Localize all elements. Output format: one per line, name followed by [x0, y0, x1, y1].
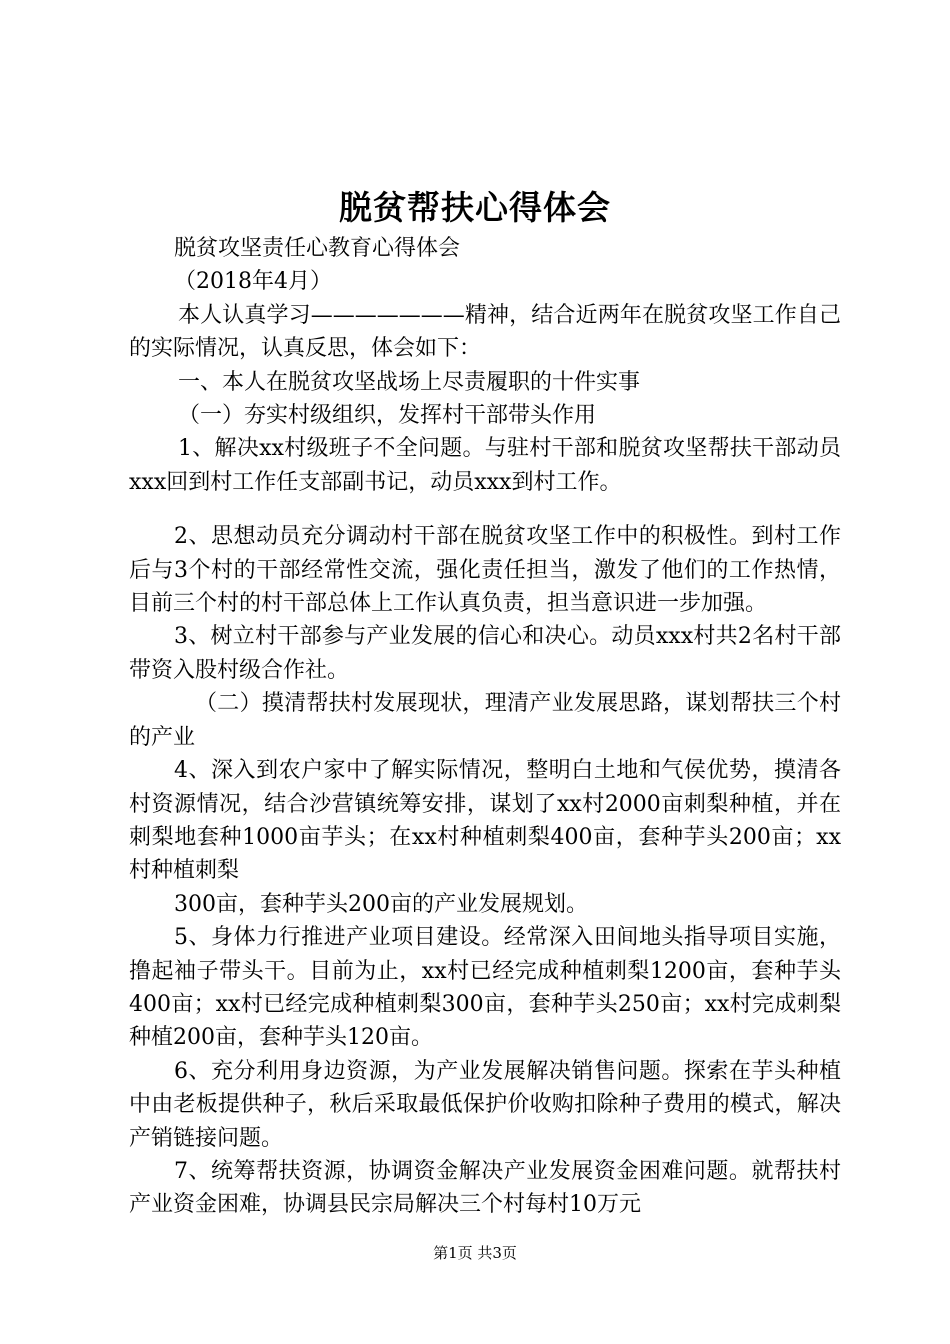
- item-paragraph-6: 6、充分利用身边资源，为产业发展解决销售问题。探索在芋头种植中由老板提供种子，秋后采取最低保护价收购扣除种子费用的模式，解决产销链接问题。: [129, 1058, 841, 1151]
- item-paragraph-3: 3、树立村干部参与产业发展的信心和决心。动员xxx村共2名村干部带资入股村级合作社。: [129, 624, 841, 683]
- item-paragraph-5: 5、身体力行推进产业项目建设。经常深入田间地头指导项目实施，撸起袖子带头干。目前为止，xx村已经完成种植刺梨1200亩，套种芋头400亩；xx村已经完成种植刺梨300亩，套种芋头250亩；xx村完成刺梨种植200亩，套种芋头120亩。: [129, 925, 841, 1051]
- item-paragraph-4-continued: 300亩，套种芋头200亩的产业发展规划。: [174, 891, 588, 917]
- paragraph-gap: [129, 499, 841, 520]
- subsection-heading-1: （一）夯实村级组织，发挥村干部带头作用: [178, 403, 597, 429]
- item-paragraph-7: 7、统筹帮扶资源，协调资金解决产业发展资金困难问题。就帮扶村产业资金困难，协调县民宗局解决三个村每村10万元: [129, 1158, 841, 1218]
- page-number-footer: 第1页 共3页: [433, 1244, 517, 1262]
- subtitle-paragraph: 脱贫攻坚责任心教育心得体会: [174, 236, 461, 261]
- intro-paragraph: 本人认真学习———————精神，结合近两年在脱贫攻坚工作自己的实际情况，认真反思，体会如下：: [129, 302, 841, 362]
- date-paragraph: （2018年4月）: [174, 269, 332, 295]
- section-heading-1: 一、本人在脱贫攻坚战场上尽责履职的十件实事: [178, 369, 641, 395]
- item-paragraph-1: 1、解决xx村级班子不全问题。与驻村干部和脱贫攻坚帮扶干部动员xxx回到村工作任支部副书记，动员xxx到村工作。: [129, 436, 841, 495]
- document-title: 脱贫帮扶心得体会: [339, 188, 611, 227]
- item-paragraph-4: 4、深入到农户家中了解实际情况，整明白土地和气侯优势，摸清各村资源情况，结合沙营镇统筹安排，谋划了xx村2000亩刺梨种植，并在刺梨地套种1000亩芋头；在xx村种植刺梨400亩，套种芋头200亩；xx村种植刺梨: [129, 758, 841, 884]
- document-body: [129, 232, 841, 1222]
- item-paragraph-2: 2、思想动员充分调动村干部在脱贫攻坚工作中的积极性。到村工作后与3个村的干部经常性交流，强化责任担当，激发了他们的工作热情，目前三个村的村干部总体上工作认真负责，担当意识进一步加强。: [129, 524, 841, 617]
- subsection-heading-2: （二）摸清帮扶村发展现状，理清产业发展思路，谋划帮扶三个村的产业: [129, 691, 841, 750]
